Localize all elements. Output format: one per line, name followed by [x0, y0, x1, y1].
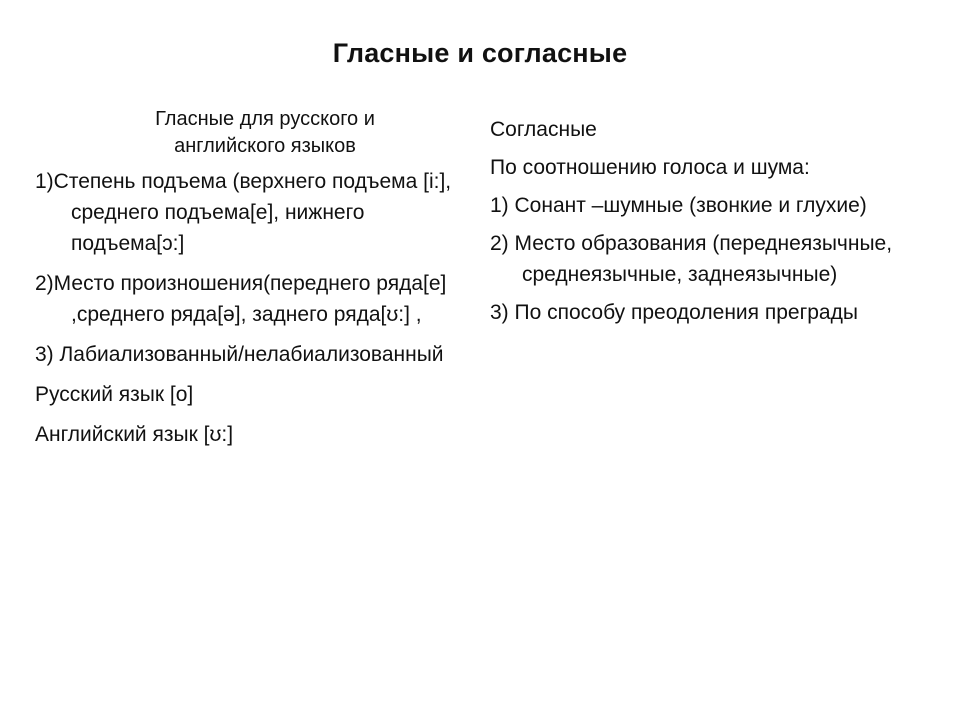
- vowel-feature-labialization: 3) Лабиализованный/нелабиализованный: [35, 343, 444, 366]
- vowel-feature-height: 1)Степень подъема (верхнего подъема [i:], среднего подъема[e], нижнего подъема[ɔ:]: [35, 170, 452, 255]
- vowels-column: [35, 106, 475, 459]
- consonant-feature-place: 2) Место образования (переднеязычные, среднеязычные, заднеязычные): [490, 232, 893, 286]
- consonants-column: [490, 114, 930, 335]
- vowels-heading-line-1: Гласные для русского и: [155, 108, 375, 130]
- consonants-subheading: По соотношению голоса и шума:: [490, 156, 810, 179]
- slide-title: Гласные и согласные: [332, 38, 628, 68]
- vowel-example-english: Английский язык [ʊ:]: [35, 423, 234, 446]
- vowel-feature-row: 2)Место произношения(переднего ряда[e] ,среднего ряда[ə], заднего ряда[ʊ:] ,: [35, 272, 447, 326]
- consonant-feature-sonority: 1) Сонант –шумные (звонкие и глухие): [490, 194, 867, 217]
- vowels-heading-line-2: английского языков: [174, 135, 356, 157]
- vowels-heading: [35, 106, 475, 160]
- vowel-example-russian: Русский язык [о]: [35, 383, 194, 406]
- consonants-heading: Согласные: [490, 118, 597, 141]
- consonant-feature-manner: 3) По способу преодоления преграды: [490, 301, 858, 324]
